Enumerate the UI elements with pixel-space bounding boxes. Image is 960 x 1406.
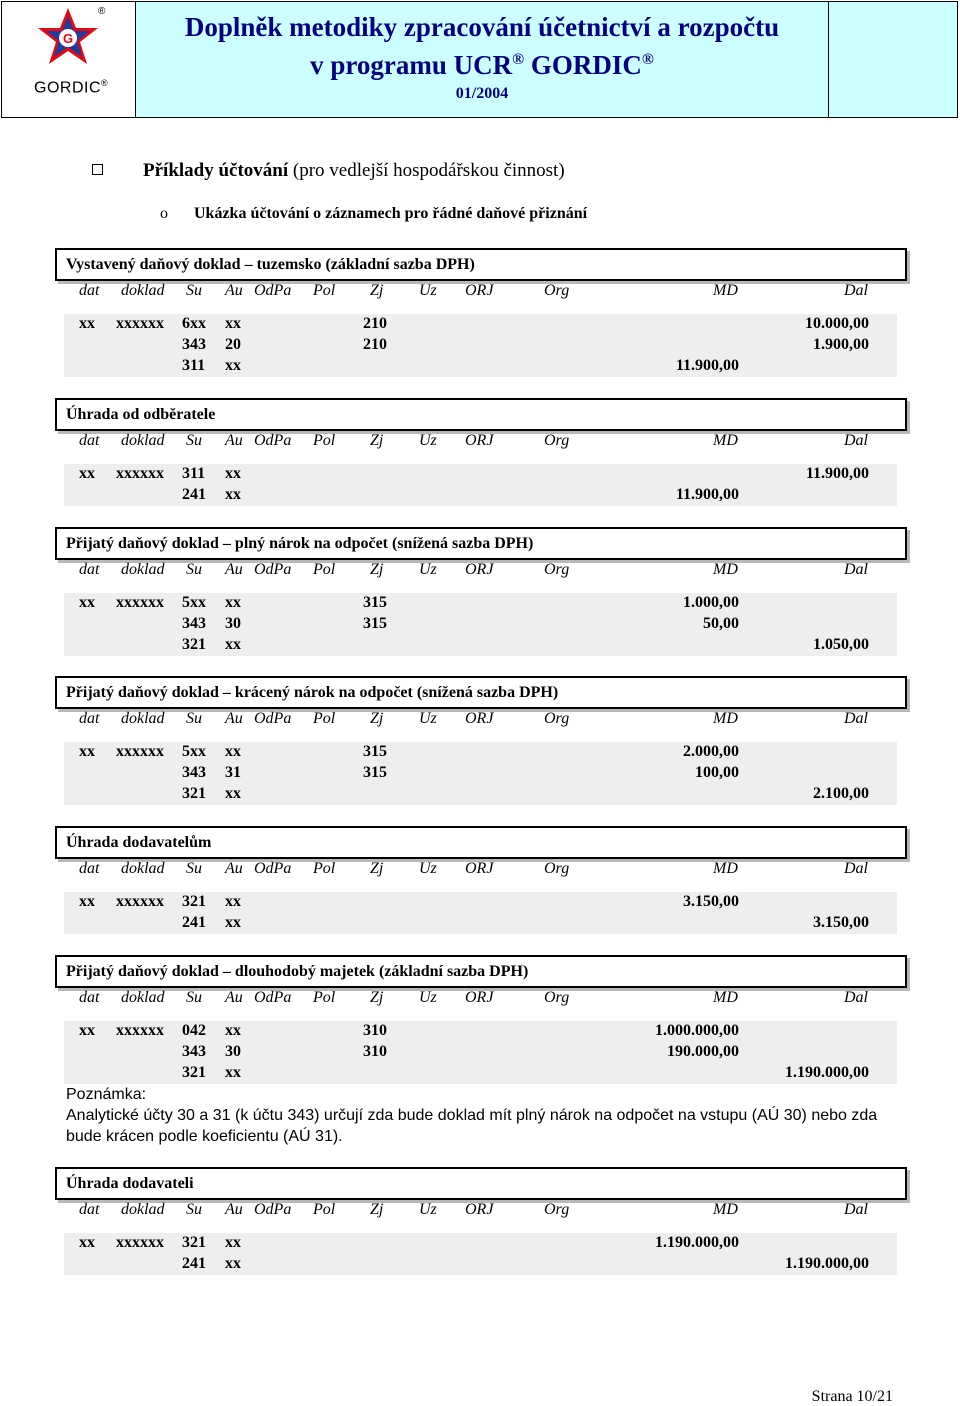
cell-au: 31 (225, 764, 241, 781)
logo-reg-mark: ® (98, 6, 106, 17)
table-row (64, 784, 897, 805)
column-header: Su (186, 1201, 202, 1218)
cell-dal: 1.190.000,00 (785, 1255, 869, 1272)
cell-doklad: xxxxxx (116, 315, 164, 332)
cell-pol: 210 (363, 336, 387, 353)
column-header: Pol (313, 561, 336, 578)
document-title (136, 2, 829, 117)
posting-rows (64, 892, 897, 934)
posting-rows (64, 593, 897, 656)
column-header: Au (225, 710, 243, 727)
page-number: Strana 10/21 (811, 1388, 893, 1405)
column-header: doklad (121, 561, 165, 578)
table-row (64, 1254, 897, 1275)
cell-doklad: xxxxxx (116, 743, 164, 760)
cell-doklad: xxxxxx (116, 1022, 164, 1039)
cell-au: 30 (225, 1043, 241, 1060)
column-header: Pol (313, 282, 336, 299)
cell-su: 321 (182, 636, 206, 653)
cell-au: xx (225, 636, 241, 653)
column-header: Su (186, 860, 202, 877)
column-header: Au (225, 860, 243, 877)
table-row (64, 464, 897, 485)
column-header: ORJ (465, 989, 494, 1006)
cell-pol: 315 (363, 615, 387, 632)
cell-su: 042 (182, 1022, 206, 1039)
cell-au: xx (225, 914, 241, 931)
column-header: Dal (844, 432, 868, 449)
section-title: Přijatý daňový doklad – krácený nárok na odpočet (snížená sazba DPH) (55, 676, 907, 709)
document-header (1, 1, 958, 118)
column-header: MD (713, 561, 738, 578)
cell-pol: 315 (363, 764, 387, 781)
cell-su: 241 (182, 914, 206, 931)
cell-md: 11.900,00 (675, 486, 739, 503)
column-header: Org (544, 432, 570, 449)
column-header: Org (544, 282, 570, 299)
column-headers (55, 432, 901, 452)
cell-au: xx (225, 1022, 241, 1039)
column-header: MD (713, 432, 738, 449)
column-header: ORJ (465, 1201, 494, 1218)
column-header: dat (79, 432, 100, 449)
column-header: OdPa (254, 282, 292, 299)
column-header: Zj (370, 860, 384, 877)
section-title: Přijatý daňový doklad – dlouhodobý majetek (základní sazba DPH) (55, 955, 907, 988)
column-header: Dal (844, 282, 868, 299)
cell-su: 343 (182, 615, 206, 632)
cell-dal: 2.100,00 (813, 785, 869, 802)
gordic-logo (2, 2, 136, 117)
column-header: Zj (370, 432, 384, 449)
column-header: Uz (419, 561, 437, 578)
cell-su: 5xx (182, 743, 206, 760)
column-header: Uz (419, 282, 437, 299)
column-header: dat (79, 710, 100, 727)
column-header: Dal (844, 561, 868, 578)
column-header: ORJ (465, 860, 494, 877)
column-header: Zj (370, 710, 384, 727)
column-header: OdPa (254, 989, 292, 1006)
cell-su: 311 (182, 357, 206, 374)
table-row (64, 1063, 897, 1084)
column-header: ORJ (465, 561, 494, 578)
section-title: Úhrada dodavatelům (55, 826, 907, 859)
cell-pol: 315 (363, 594, 387, 611)
column-header: Uz (419, 860, 437, 877)
column-header: Au (225, 432, 243, 449)
cell-dat: xx (79, 893, 95, 910)
cell-pol: 315 (363, 743, 387, 760)
cell-au: 30 (225, 615, 241, 632)
gordic-star-icon (36, 6, 100, 76)
section-heading: Příklady účtování (pro vedlejší hospodářskou činnost) (92, 160, 565, 182)
column-header: Org (544, 1201, 570, 1218)
cell-au: 20 (225, 336, 241, 353)
table-row (64, 1042, 897, 1063)
column-header: Org (544, 561, 570, 578)
column-header: Zj (370, 1201, 384, 1218)
cell-su: 343 (182, 764, 206, 781)
column-header: OdPa (254, 561, 292, 578)
column-header: OdPa (254, 710, 292, 727)
column-header: MD (713, 282, 738, 299)
table-row (64, 635, 897, 656)
column-header: ORJ (465, 710, 494, 727)
posting-rows (64, 314, 897, 377)
cell-au: xx (225, 357, 241, 374)
note (66, 1084, 896, 1147)
table-row (64, 335, 897, 356)
cell-dal: 10.000,00 (805, 315, 869, 332)
column-header: dat (79, 1201, 100, 1218)
section-title: Úhrada od odběratele (55, 398, 907, 431)
cell-md: 1.000.000,00 (655, 1022, 739, 1039)
column-headers (55, 1201, 901, 1221)
title-line-1: Doplněk metodiky zpracování účetnictví a rozpočtu (184, 12, 780, 42)
column-header: Au (225, 282, 243, 299)
cell-au: xx (225, 1234, 241, 1251)
cell-dal: 11.900,00 (805, 465, 869, 482)
column-header: Org (544, 989, 570, 1006)
cell-dat: xx (79, 1022, 95, 1039)
table-row (64, 1021, 897, 1042)
column-header: dat (79, 860, 100, 877)
column-header: doklad (121, 989, 165, 1006)
cell-su: 321 (182, 893, 206, 910)
svg-text:G: G (62, 31, 74, 46)
column-header: Uz (419, 432, 437, 449)
subsection-heading: o Ukázka účtování o záznamech pro řádné daňové přiznání (160, 205, 588, 222)
posting-rows (64, 1233, 897, 1275)
column-header: ORJ (465, 282, 494, 299)
cell-au: xx (225, 594, 241, 611)
table-row (64, 593, 897, 614)
column-header: Org (544, 860, 570, 877)
column-header: Su (186, 989, 202, 1006)
cell-dat: xx (79, 1234, 95, 1251)
cell-au: xx (225, 893, 241, 910)
cell-pol: 310 (363, 1043, 387, 1060)
cell-au: xx (225, 1255, 241, 1272)
cell-su: 6xx (182, 315, 206, 332)
table-row (64, 913, 897, 934)
posting-rows (64, 464, 897, 506)
cell-su: 321 (182, 1234, 206, 1251)
column-header: Pol (313, 1201, 336, 1218)
table-row (64, 485, 897, 506)
column-header: doklad (121, 860, 165, 877)
column-header: Su (186, 710, 202, 727)
cell-su: 241 (182, 486, 206, 503)
column-header: Zj (370, 989, 384, 1006)
table-row (64, 614, 897, 635)
column-header: Pol (313, 989, 336, 1006)
column-header: Uz (419, 989, 437, 1006)
column-header: MD (713, 860, 738, 877)
column-header: Dal (844, 989, 868, 1006)
column-headers (55, 989, 901, 1009)
table-row (64, 763, 897, 784)
cell-md: 11.900,00 (675, 357, 739, 374)
cell-au: xx (225, 486, 241, 503)
cell-pol: 310 (363, 1022, 387, 1039)
cell-dat: xx (79, 743, 95, 760)
column-header: ORJ (465, 432, 494, 449)
column-headers (55, 561, 901, 581)
column-header: Pol (313, 710, 336, 727)
table-row (64, 314, 897, 335)
cell-su: 321 (182, 1064, 206, 1081)
cell-dal: 1.050,00 (813, 636, 869, 653)
column-header: MD (713, 710, 738, 727)
cell-md: 100,00 (695, 764, 739, 781)
cell-dat: xx (79, 315, 95, 332)
section-title: Úhrada dodavateli (55, 1167, 907, 1200)
cell-doklad: xxxxxx (116, 465, 164, 482)
column-header: Pol (313, 860, 336, 877)
section-title: Přijatý daňový doklad – plný nárok na odpočet (snížená sazba DPH) (55, 527, 907, 560)
cell-su: 321 (182, 785, 206, 802)
cell-dat: xx (79, 465, 95, 482)
column-header: Au (225, 561, 243, 578)
column-headers (55, 282, 901, 302)
circle-bullet-icon: o (160, 205, 168, 222)
column-header: Dal (844, 710, 868, 727)
cell-doklad: xxxxxx (116, 1234, 164, 1251)
cell-md: 3.150,00 (683, 893, 739, 910)
cell-au: xx (225, 465, 241, 482)
column-header: MD (713, 1201, 738, 1218)
cell-doklad: xxxxxx (116, 594, 164, 611)
column-header: dat (79, 561, 100, 578)
column-header: Au (225, 989, 243, 1006)
cell-su: 343 (182, 336, 206, 353)
column-header: dat (79, 282, 100, 299)
column-header: OdPa (254, 860, 292, 877)
cell-su: 311 (182, 465, 206, 482)
cell-md: 2.000,00 (683, 743, 739, 760)
table-row (64, 1233, 897, 1254)
column-headers (55, 710, 901, 730)
cell-su: 241 (182, 1255, 206, 1272)
table-row (64, 356, 897, 377)
cell-su: 5xx (182, 594, 206, 611)
column-header: Su (186, 432, 202, 449)
posting-rows (64, 742, 897, 805)
cell-md: 190.000,00 (667, 1043, 739, 1060)
note-label: Poznámka: (66, 1086, 147, 1103)
cell-au: xx (225, 785, 241, 802)
column-header: Zj (370, 561, 384, 578)
cell-su: 343 (182, 1043, 206, 1060)
column-header: doklad (121, 282, 165, 299)
column-header: Su (186, 282, 202, 299)
cell-pol: 210 (363, 315, 387, 332)
checkbox-bullet-icon (92, 164, 103, 175)
posting-rows (64, 1021, 897, 1084)
cell-dal: 1.190.000,00 (785, 1064, 869, 1081)
header-corner (829, 2, 957, 117)
column-header: doklad (121, 710, 165, 727)
cell-au: xx (225, 743, 241, 760)
cell-md: 1.190.000,00 (655, 1234, 739, 1251)
column-header: OdPa (254, 432, 292, 449)
column-header: Pol (313, 432, 336, 449)
cell-dal: 1.900,00 (813, 336, 869, 353)
column-header: Su (186, 561, 202, 578)
note-text: Analytické účty 30 a 31 (k účtu 343) určují zda bude doklad mít plný nárok na odpočet na vstupu (AÚ 30) nebo zda bude krácen podle koeficientu (AÚ 31). (66, 1107, 878, 1145)
column-header: Dal (844, 860, 868, 877)
cell-md: 1.000,00 (683, 594, 739, 611)
column-header: doklad (121, 432, 165, 449)
table-row (64, 742, 897, 763)
column-header: Uz (419, 710, 437, 727)
cell-dat: xx (79, 594, 95, 611)
cell-doklad: xxxxxx (116, 893, 164, 910)
version-label: 01/2004 (455, 85, 509, 102)
column-header: Org (544, 710, 570, 727)
section-title: Vystavený daňový doklad – tuzemsko (základní sazba DPH) (55, 248, 907, 281)
cell-au: xx (225, 1064, 241, 1081)
column-header: MD (713, 989, 738, 1006)
column-header: Au (225, 1201, 243, 1218)
column-header: doklad (121, 1201, 165, 1218)
column-headers (55, 860, 901, 880)
logo-text: GORDIC® (34, 78, 109, 97)
column-header: OdPa (254, 1201, 292, 1218)
title-line-2: v programu UCR® GORDIC® (310, 50, 654, 80)
cell-md: 50,00 (703, 615, 739, 632)
cell-au: xx (225, 315, 241, 332)
table-row (64, 892, 897, 913)
column-header: dat (79, 989, 100, 1006)
column-header: Zj (370, 282, 384, 299)
column-header: Dal (844, 1201, 868, 1218)
cell-dal: 3.150,00 (813, 914, 869, 931)
column-header: Uz (419, 1201, 437, 1218)
